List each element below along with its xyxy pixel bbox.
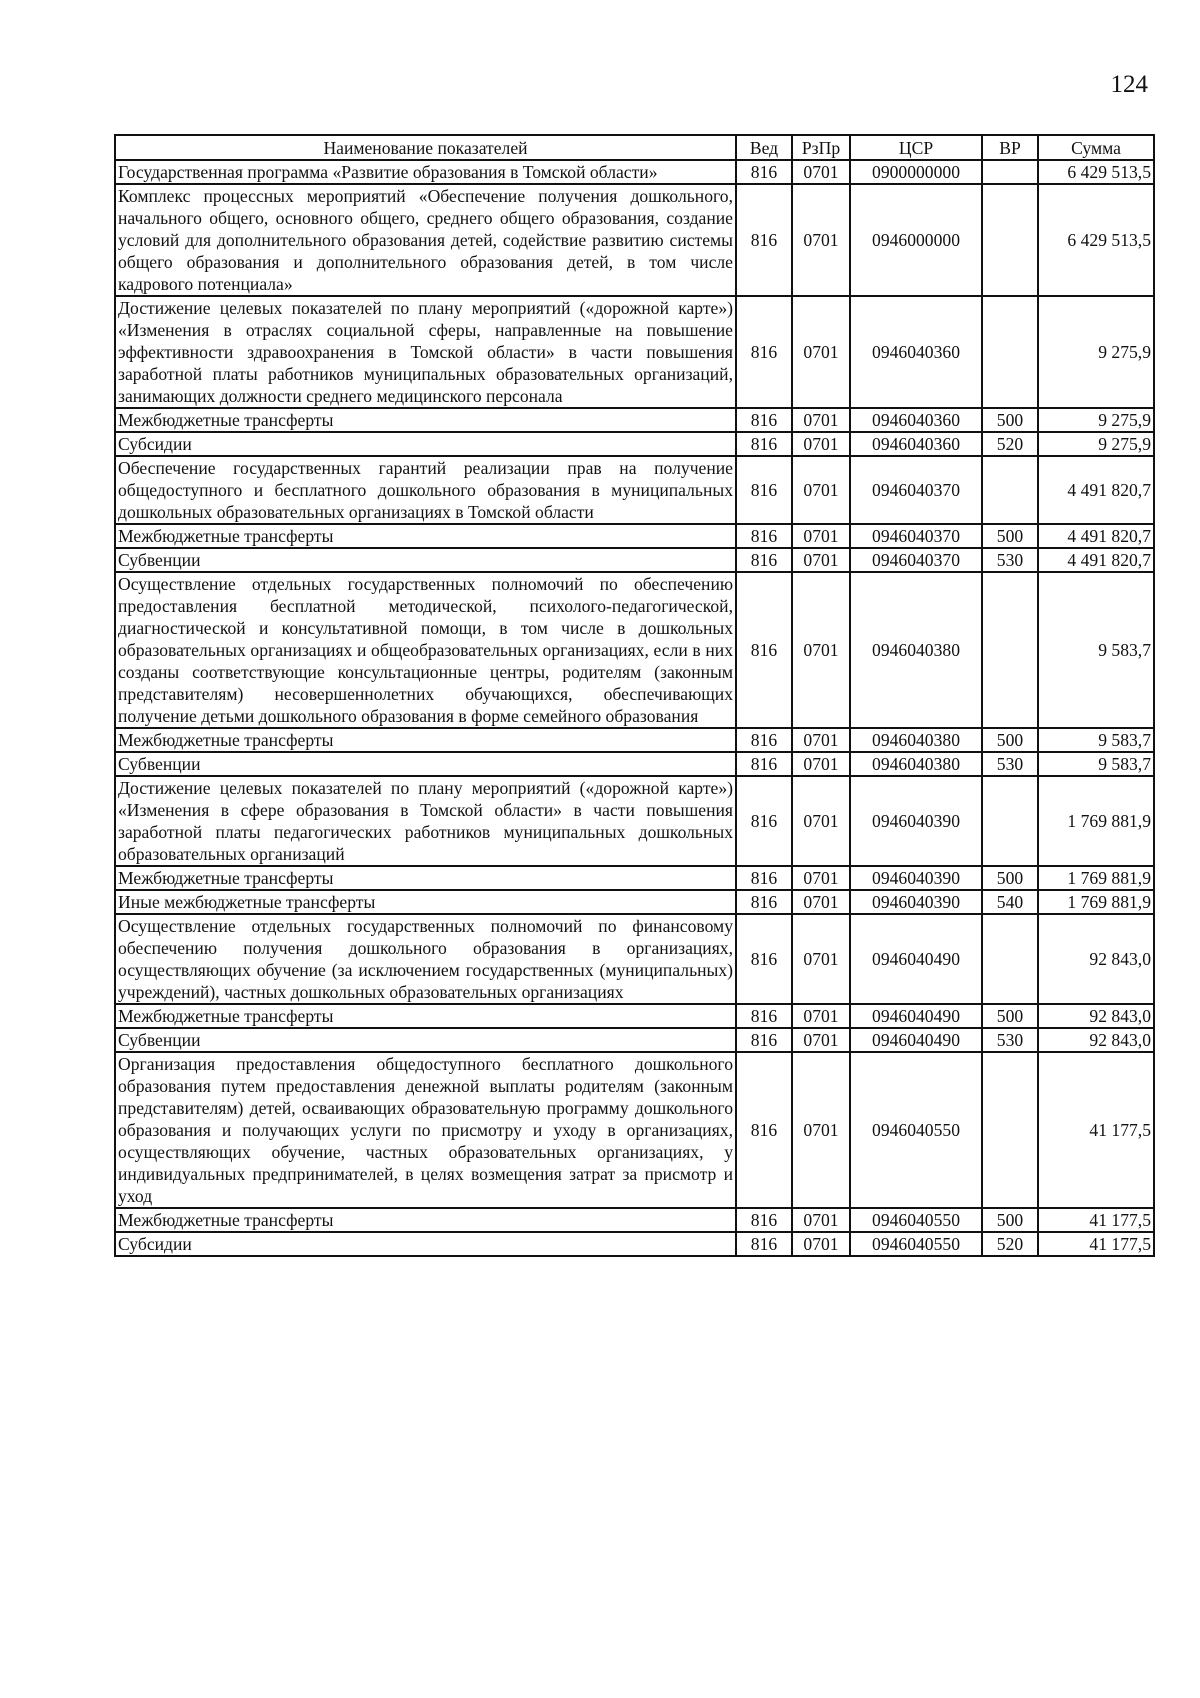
cell-name: Субсидии [115,432,736,456]
cell-sum: 9 275,9 [1038,408,1154,432]
table-row [115,408,1154,432]
cell-name: Межбюджетные трансферты [115,866,736,890]
cell-vr: 520 [982,1232,1038,1256]
cell-name: Субвенции [115,1028,736,1052]
cell-sum: 92 843,0 [1038,914,1154,1004]
cell-sum: 41 177,5 [1038,1208,1154,1232]
cell-name: Государственная программа «Развитие образования в Томской области» [115,160,736,184]
cell-csr: 0946040370 [850,548,982,572]
table-row [115,914,1154,1004]
cell-sum: 1 769 881,9 [1038,890,1154,914]
cell-ved: 816 [736,572,792,728]
cell-name: Достижение целевых показателей по плану мероприятий («дорожной карте») «Изменения в сфере образования в Томской области» в части повышения заработной платы педагогических работников муниципальных дошкольных образовательных организаций [115,776,736,866]
cell-csr: 0946040390 [850,890,982,914]
cell-rzpr: 0701 [792,752,850,776]
table-row [115,432,1154,456]
cell-rzpr: 0701 [792,524,850,548]
cell-vr: 530 [982,1028,1038,1052]
cell-rzpr: 0701 [792,728,850,752]
table-row [115,1208,1154,1232]
cell-sum: 4 491 820,7 [1038,548,1154,572]
table-row [115,1052,1154,1208]
cell-name: Межбюджетные трансферты [115,524,736,548]
table-row [115,752,1154,776]
table-row [115,456,1154,524]
cell-csr: 0946040370 [850,524,982,548]
cell-vr: 500 [982,408,1038,432]
cell-sum: 92 843,0 [1038,1004,1154,1028]
cell-sum: 9 583,7 [1038,752,1154,776]
table-row [115,866,1154,890]
cell-vr: 500 [982,1208,1038,1232]
table-row [115,1028,1154,1052]
header-csr: ЦСР [850,135,982,160]
cell-vr: 540 [982,890,1038,914]
cell-sum: 9 583,7 [1038,572,1154,728]
cell-sum: 92 843,0 [1038,1028,1154,1052]
cell-vr: 500 [982,1004,1038,1028]
cell-ved: 816 [736,1028,792,1052]
cell-ved: 816 [736,752,792,776]
cell-csr: 0900000000 [850,160,982,184]
cell-rzpr: 0701 [792,548,850,572]
cell-csr: 0946040490 [850,1004,982,1028]
cell-csr: 0946040360 [850,408,982,432]
cell-name: Межбюджетные трансферты [115,408,736,432]
cell-vr: 500 [982,524,1038,548]
cell-rzpr: 0701 [792,1028,850,1052]
cell-vr: 520 [982,432,1038,456]
table-row [115,776,1154,866]
table-row [115,160,1154,184]
budget-table [114,134,1155,1257]
header-name: Наименование показателей [115,135,736,160]
cell-csr: 0946040550 [850,1208,982,1232]
cell-sum: 9 275,9 [1038,432,1154,456]
table-row [115,1232,1154,1256]
cell-csr: 0946040360 [850,432,982,456]
cell-rzpr: 0701 [792,866,850,890]
cell-ved: 816 [736,548,792,572]
cell-csr: 0946040360 [850,296,982,408]
cell-rzpr: 0701 [792,432,850,456]
cell-rzpr: 0701 [792,776,850,866]
cell-ved: 816 [736,890,792,914]
table-row [115,548,1154,572]
cell-name: Межбюджетные трансферты [115,728,736,752]
cell-vr [982,572,1038,728]
cell-sum: 41 177,5 [1038,1052,1154,1208]
cell-vr: 500 [982,728,1038,752]
cell-name: Осуществление отдельных государственных полномочий по обеспечению предоставления бесплатной методической, психолого-педагогической, диагностической и консультативной помощи, в том числе в дошкольных образовательных организациях и общеобразовательных организациях, если в них созданы соответствующие консультационные центры, родителям (законным представителям) несовершеннолетних обучающихся, обеспечивающих получение детьми дошкольного образования в форме семейного образования [115,572,736,728]
cell-ved: 816 [736,1004,792,1028]
cell-name: Комплекс процессных мероприятий «Обеспечение получения дошкольного, начального общего, основного общего, среднего общего образования, создание условий для дополнительного образования детей, содействие развитию системы общего образования и дополнительного образования детей, в том числе кадрового потенциала» [115,184,736,296]
cell-sum: 9 583,7 [1038,728,1154,752]
cell-rzpr: 0701 [792,296,850,408]
cell-sum: 6 429 513,5 [1038,184,1154,296]
table-row [115,728,1154,752]
cell-sum: 9 275,9 [1038,296,1154,408]
table-header-row [115,135,1154,160]
cell-name: Организация предоставления общедоступного бесплатного дошкольного образования путем предоставления денежной выплаты родителям (законным представителям) детей, осваивающих образовательную программу дошкольного образования и получающих услуги по присмотру и уходу в организациях, осуществляющих обучение, частных образовательных организациях, у индивидуальных предпринимателей, в целях возмещения затрат за присмотр и уход [115,1052,736,1208]
header-sum: Сумма [1038,135,1154,160]
cell-name: Межбюджетные трансферты [115,1208,736,1232]
cell-vr: 530 [982,752,1038,776]
cell-rzpr: 0701 [792,1004,850,1028]
cell-rzpr: 0701 [792,1208,850,1232]
cell-ved: 816 [736,914,792,1004]
table-row [115,1004,1154,1028]
cell-name: Осуществление отдельных государственных полномочий по финансовому обеспечению получения дошкольного образования в организациях, осуществляющих обучение (за исключением государственных (муниципальных) учреждений), частных дошкольных образовательных организациях [115,914,736,1004]
cell-rzpr: 0701 [792,184,850,296]
cell-csr: 0946040390 [850,866,982,890]
table-row [115,572,1154,728]
cell-sum: 1 769 881,9 [1038,776,1154,866]
cell-vr [982,184,1038,296]
cell-sum: 41 177,5 [1038,1232,1154,1256]
cell-vr [982,1052,1038,1208]
cell-rzpr: 0701 [792,890,850,914]
cell-ved: 816 [736,866,792,890]
header-ved: Вед [736,135,792,160]
cell-ved: 816 [736,432,792,456]
table-row [115,184,1154,296]
cell-name: Достижение целевых показателей по плану мероприятий («дорожной карте») «Изменения в отраслях социальной сферы, направленные на повышение эффективности здравоохранения в Томской области» в части повышения заработной платы работников муниципальных образовательных организаций, занимающих должности среднего медицинского персонала [115,296,736,408]
cell-name: Иные межбюджетные трансферты [115,890,736,914]
header-vr: ВР [982,135,1038,160]
cell-rzpr: 0701 [792,160,850,184]
cell-name: Обеспечение государственных гарантий реализации прав на получение общедоступного и бесплатного дошкольного образования в муниципальных дошкольных образовательных организациях в Томской области [115,456,736,524]
cell-rzpr: 0701 [792,914,850,1004]
cell-ved: 816 [736,728,792,752]
page-number: 124 [1110,71,1148,98]
cell-csr: 0946040550 [850,1052,982,1208]
cell-csr: 0946040490 [850,914,982,1004]
cell-rzpr: 0701 [792,1232,850,1256]
cell-name: Субвенции [115,548,736,572]
cell-vr [982,914,1038,1004]
cell-csr: 0946040380 [850,572,982,728]
cell-vr: 530 [982,548,1038,572]
cell-csr: 0946040390 [850,776,982,866]
cell-vr [982,776,1038,866]
cell-ved: 816 [736,408,792,432]
cell-rzpr: 0701 [792,456,850,524]
cell-ved: 816 [736,776,792,866]
header-rzpr: РзПр [792,135,850,160]
cell-csr: 0946040380 [850,728,982,752]
cell-csr: 0946000000 [850,184,982,296]
cell-name: Межбюджетные трансферты [115,1004,736,1028]
cell-ved: 816 [736,184,792,296]
cell-csr: 0946040380 [850,752,982,776]
cell-ved: 816 [736,1232,792,1256]
cell-rzpr: 0701 [792,408,850,432]
cell-ved: 816 [736,296,792,408]
cell-vr: 500 [982,866,1038,890]
table-row [115,296,1154,408]
cell-csr: 0946040370 [850,456,982,524]
cell-rzpr: 0701 [792,572,850,728]
table-body [115,160,1154,1256]
cell-ved: 816 [736,1052,792,1208]
cell-ved: 816 [736,160,792,184]
cell-rzpr: 0701 [792,1052,850,1208]
cell-sum: 4 491 820,7 [1038,456,1154,524]
cell-sum: 4 491 820,7 [1038,524,1154,548]
cell-sum: 1 769 881,9 [1038,866,1154,890]
cell-vr [982,296,1038,408]
cell-ved: 816 [736,456,792,524]
cell-name: Субсидии [115,1232,736,1256]
cell-sum: 6 429 513,5 [1038,160,1154,184]
cell-csr: 0946040490 [850,1028,982,1052]
table-row [115,890,1154,914]
cell-csr: 0946040550 [850,1232,982,1256]
cell-vr [982,456,1038,524]
cell-ved: 816 [736,1208,792,1232]
cell-name: Субвенции [115,752,736,776]
cell-vr [982,160,1038,184]
cell-ved: 816 [736,524,792,548]
table-row [115,524,1154,548]
